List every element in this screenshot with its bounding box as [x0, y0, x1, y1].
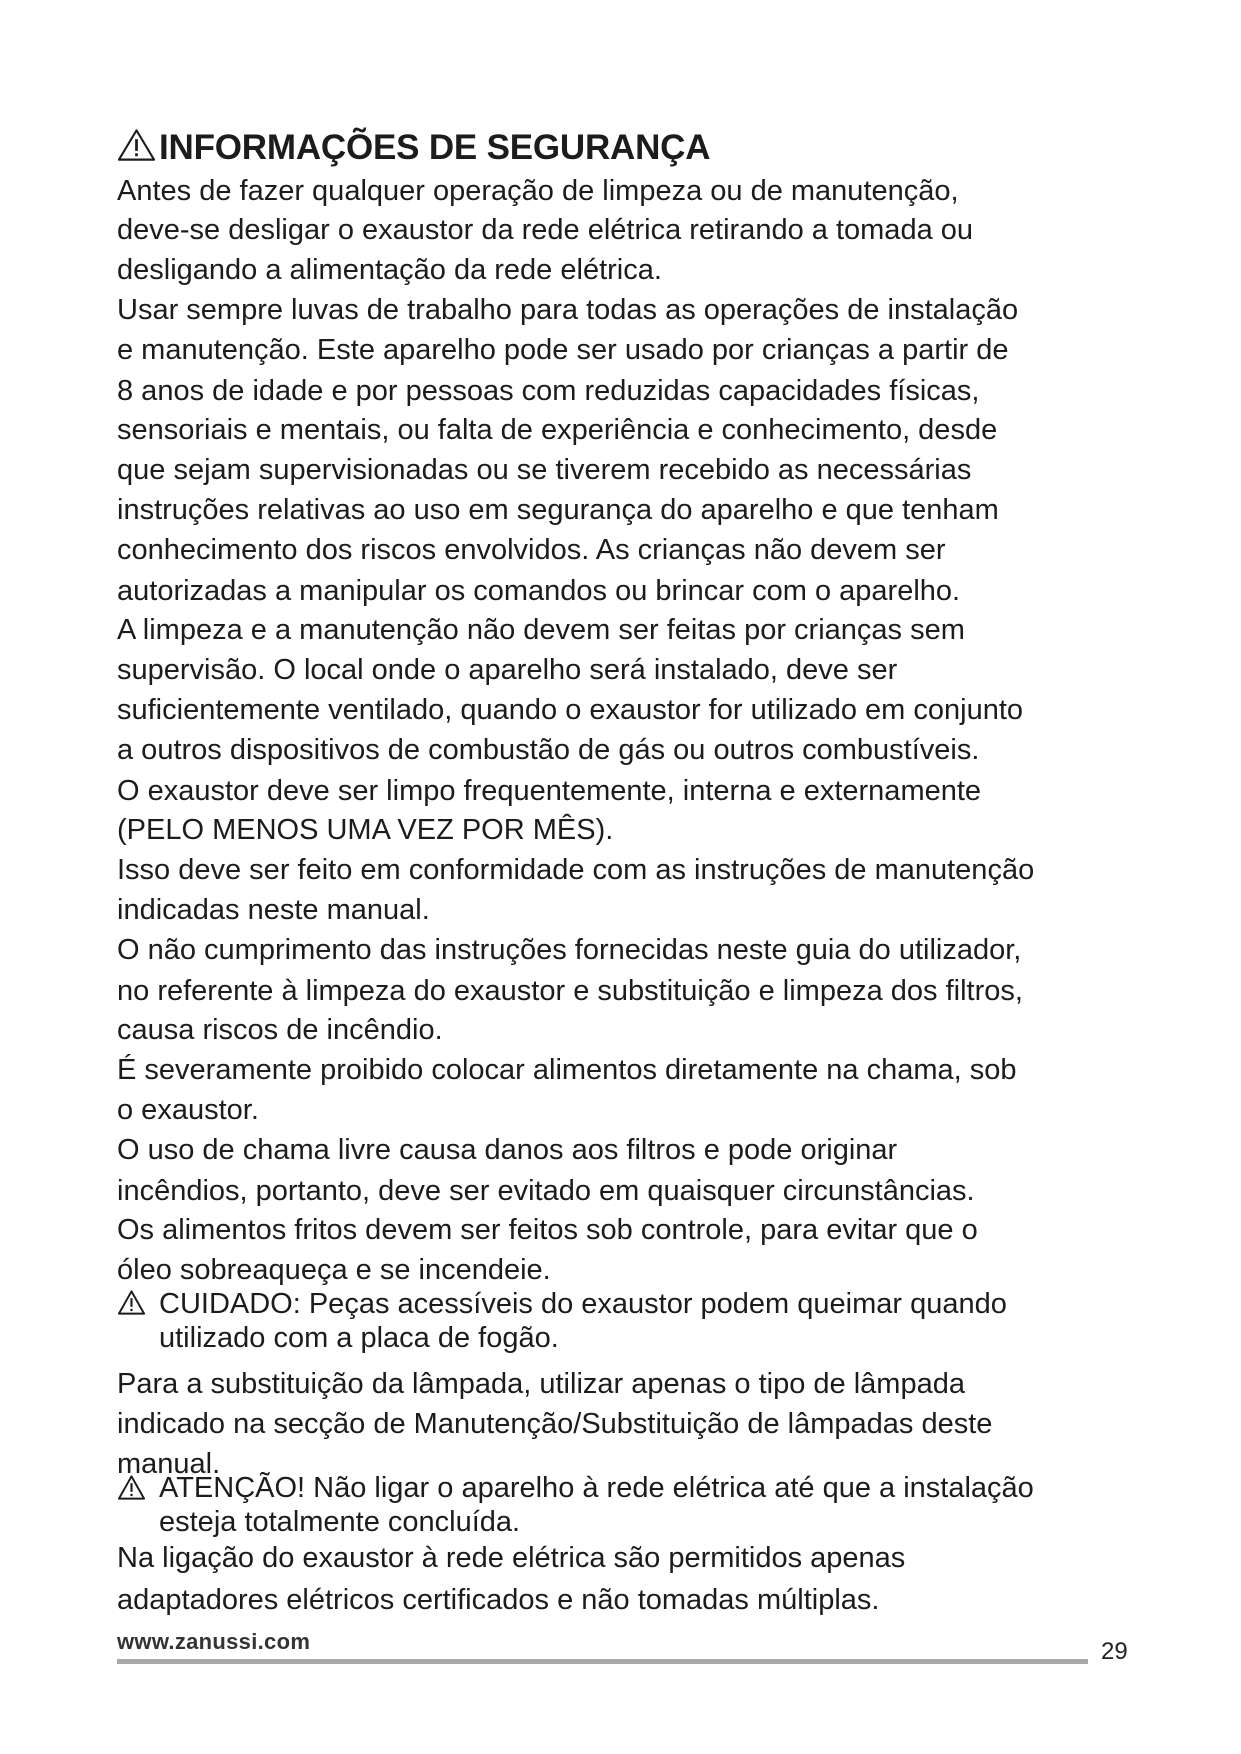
warning-triangle-icon: [117, 1289, 146, 1316]
text-line: Antes de fazer qualquer operação de limpeza ou de manutenção,: [117, 175, 959, 207]
text-line: (PELO MENOS UMA VEZ POR MÊS).: [117, 814, 614, 846]
text-line: supervisão. O local onde o aparelho será instalado, deve ser: [117, 654, 898, 686]
text-line: no referente à limpeza do exaustor e substituição e limpeza dos filtros,: [117, 975, 1023, 1007]
footer-divider: [117, 1659, 1088, 1664]
footer-website: www.zanussi.com: [117, 1629, 311, 1654]
text-line: a outros dispositivos de combustão de gás ou outros combustíveis.: [117, 734, 980, 766]
text-line: incêndios, portanto, deve ser evitado em quaisquer circunstâncias.: [117, 1175, 975, 1207]
text-line: suficientemente ventilado, quando o exaustor for utilizado em conjunto: [117, 694, 1024, 726]
text-line: O uso de chama livre causa danos aos filtros e pode originar: [117, 1134, 898, 1166]
text-line: Isso deve ser feito em conformidade com as instruções de manutenção: [117, 854, 1035, 886]
text-line: É severamente proibido colocar alimentos diretamente na chama, sob: [117, 1054, 1017, 1086]
text-line: desligando a alimentação da rede elétrica.: [117, 254, 662, 286]
section-heading: INFORMAÇÕES DE SEGURANÇA: [159, 128, 711, 167]
text-line: O exaustor deve ser limpo frequentemente, interna e externamente: [117, 775, 982, 807]
page-number: 29: [1101, 1638, 1128, 1665]
text-line: instruções relativas ao uso em segurança do aparelho e que tenham: [117, 494, 999, 526]
text-line: indicado na secção de Manutenção/Substituição de lâmpadas deste: [117, 1408, 993, 1440]
text-line: O não cumprimento das instruções fornecidas neste guia do utilizador,: [117, 934, 1022, 966]
text-line: conhecimento dos riscos envolvidos. As crianças não devem ser: [117, 534, 946, 566]
text-line: indicadas neste manual.: [117, 894, 430, 926]
text-line: autorizadas a manipular os comandos ou brincar com o aparelho.: [117, 575, 961, 607]
text-line: A limpeza e a manutenção não devem ser feitas por crianças sem: [117, 614, 965, 646]
warning-triangle-icon: [117, 128, 156, 162]
text-line: Os alimentos fritos devem ser feitos sob controle, para evitar que o: [117, 1214, 978, 1246]
caution-text: CUIDADO: Peças acessíveis do exaustor podem queimar quando: [159, 1288, 1007, 1320]
text-line: Para a substituição da lâmpada, utilizar apenas o tipo de lâmpada: [117, 1368, 965, 1400]
attention-text: ATENÇÃO! Não ligar o aparelho à rede elétrica até que a instalação: [159, 1472, 1034, 1504]
attention-text-cont: esteja totalmente concluída.: [159, 1506, 521, 1538]
text-line: deve-se desligar o exaustor da rede elétrica retirando a tomada ou: [117, 214, 974, 246]
text-line: causa riscos de incêndio.: [117, 1014, 443, 1046]
text-line: Na ligação do exaustor à rede elétrica são permitidos apenas: [117, 1542, 906, 1574]
text-line: sensoriais e mentais, ou falta de experiência e conhecimento, desde: [117, 414, 998, 446]
text-line: óleo sobreaqueça e se incendeie.: [117, 1254, 551, 1286]
warning-triangle-icon: [117, 1474, 146, 1501]
text-line: manual.: [117, 1448, 221, 1480]
text-line: o exaustor.: [117, 1094, 259, 1126]
text-line: 8 anos de idade e por pessoas com reduzidas capacidades físicas,: [117, 375, 980, 407]
text-line: que sejam supervisionadas ou se tiverem recebido as necessárias: [117, 454, 972, 486]
caution-text-cont: utilizado com a placa de fogão.: [159, 1322, 559, 1354]
text-line: Usar sempre luvas de trabalho para todas as operações de instalação: [117, 294, 1019, 326]
text-line: e manutenção. Este aparelho pode ser usado por crianças a partir de: [117, 334, 1009, 366]
text-line: adaptadores elétricos certificados e não tomadas múltiplas.: [117, 1584, 880, 1616]
